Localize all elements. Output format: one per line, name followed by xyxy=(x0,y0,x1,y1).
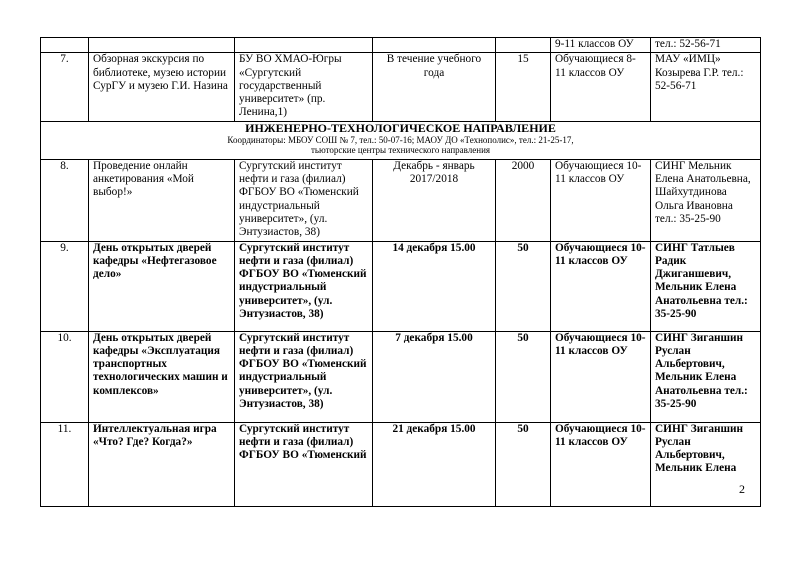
place-cell: Сургутский институт нефти и газа (филиал) ФГБОУ ВО «Тюменский xyxy=(235,422,373,506)
num-cell: 11. xyxy=(41,422,89,506)
place-cell: Сургутский институт нефти и газа (филиал) ФГБОУ ВО «Тюменский индустриальный университет», (ул. Энтузиастов, 38) xyxy=(235,241,373,331)
count-cell: 50 xyxy=(496,422,551,506)
audience-cell: Обучающиеся 10-11 классов ОУ xyxy=(551,422,651,506)
event-cell: День открытых дверей кафедры «Нефтегазовое дело» xyxy=(89,241,235,331)
table-row xyxy=(41,241,761,331)
num-cell: 7. xyxy=(41,53,89,121)
section-subtitle: тьюторские центры технического направления xyxy=(310,144,491,155)
events-table xyxy=(40,37,761,507)
num-cell: 9. xyxy=(41,241,89,331)
date-cell: В течение учебного года xyxy=(373,53,496,121)
date-cell: 21 декабря 15.00 xyxy=(373,422,496,506)
count-cell: 15 xyxy=(496,53,551,121)
event-cell: Проведение онлайн анкетирования «Мой выбор!» xyxy=(89,159,235,241)
section-header-row xyxy=(41,121,761,159)
date-cell: 14 декабря 15.00 xyxy=(373,241,496,331)
count-cell: 50 xyxy=(496,331,551,422)
contact-cell: СИНГ Зиганшин Руслан Альбертович, Мельник Елена xyxy=(651,422,761,506)
date-cell: Декабрь - январь 2017/2018 xyxy=(373,159,496,241)
audience-cell: Обучающиеся 10-11 классов ОУ xyxy=(551,159,651,241)
page-number: 2 xyxy=(739,482,745,496)
event-cell: Обзорная экскурсия по библиотеке, музею истории СурГУ и музею Г.И. Назина xyxy=(89,53,235,121)
audience-cell: Обучающиеся 10-11 классов ОУ xyxy=(551,331,651,422)
table-row xyxy=(41,38,761,53)
table-row xyxy=(41,53,761,121)
audience-cell: 9-11 классов ОУ xyxy=(551,38,651,53)
count-cell: 2000 xyxy=(496,159,551,241)
contact-cell: СИНГ Зиганшин Руслан Альбертович, Мельник Елена Анатольевна тел.: 35-25-90 xyxy=(651,331,761,422)
audience-cell: Обучающиеся 8-11 классов ОУ xyxy=(551,53,651,121)
section-coordinators: Координаторы: МБОУ СОШ № 7, тел.: 50-07-16; МАОУ ДО «Технополис», тел.: 21-25-17, xyxy=(227,134,574,145)
date-cell: 7 декабря 15.00 xyxy=(373,331,496,422)
contact-cell: тел.: 52-56-71 xyxy=(651,38,761,53)
contact-cell: СИНГ Мельник Елена Анатольевна, Шайхутдинова Ольга Ивановна тел.: 35-25-90 xyxy=(651,159,761,241)
contact-cell: МАУ «ИМЦ» Козырева Г.Р. тел.: 52-56-71 xyxy=(651,53,761,121)
place-cell: БУ ВО ХМАО-Югры «Сургутский государственный университет» (пр. Ленина,1) xyxy=(235,53,373,121)
audience-cell: Обучающиеся 10-11 классов ОУ xyxy=(551,241,651,331)
count-cell: 50 xyxy=(496,241,551,331)
place-cell: Сургутский институт нефти и газа (филиал) ФГБОУ ВО «Тюменский индустриальный университет», (ул. Энтузиастов, 38) xyxy=(235,331,373,422)
num-cell: 10. xyxy=(41,331,89,422)
table-row xyxy=(41,331,761,422)
place-cell: Сургутский институт нефти и газа (филиал) ФГБОУ ВО «Тюменский индустриальный университет», (ул. Энтузиастов, 38) xyxy=(235,159,373,241)
contact-cell: СИНГ Татлыев Радик Джиганшевич, Мельник Елена Анатольевна тел.: 35-25-90 xyxy=(651,241,761,331)
event-cell: День открытых дверей кафедры «Эксплуатация транспортных технологических машин и комплексов» xyxy=(89,331,235,422)
section-title: ИНЖЕНЕРНО-ТЕХНОЛОГИЧЕСКОЕ НАПРАВЛЕНИЕ xyxy=(245,120,556,135)
event-cell: Интеллектуальная игра «Что? Где? Когда?» xyxy=(89,422,235,506)
num-cell: 8. xyxy=(41,159,89,241)
table-row xyxy=(41,422,761,506)
table-row xyxy=(41,159,761,241)
